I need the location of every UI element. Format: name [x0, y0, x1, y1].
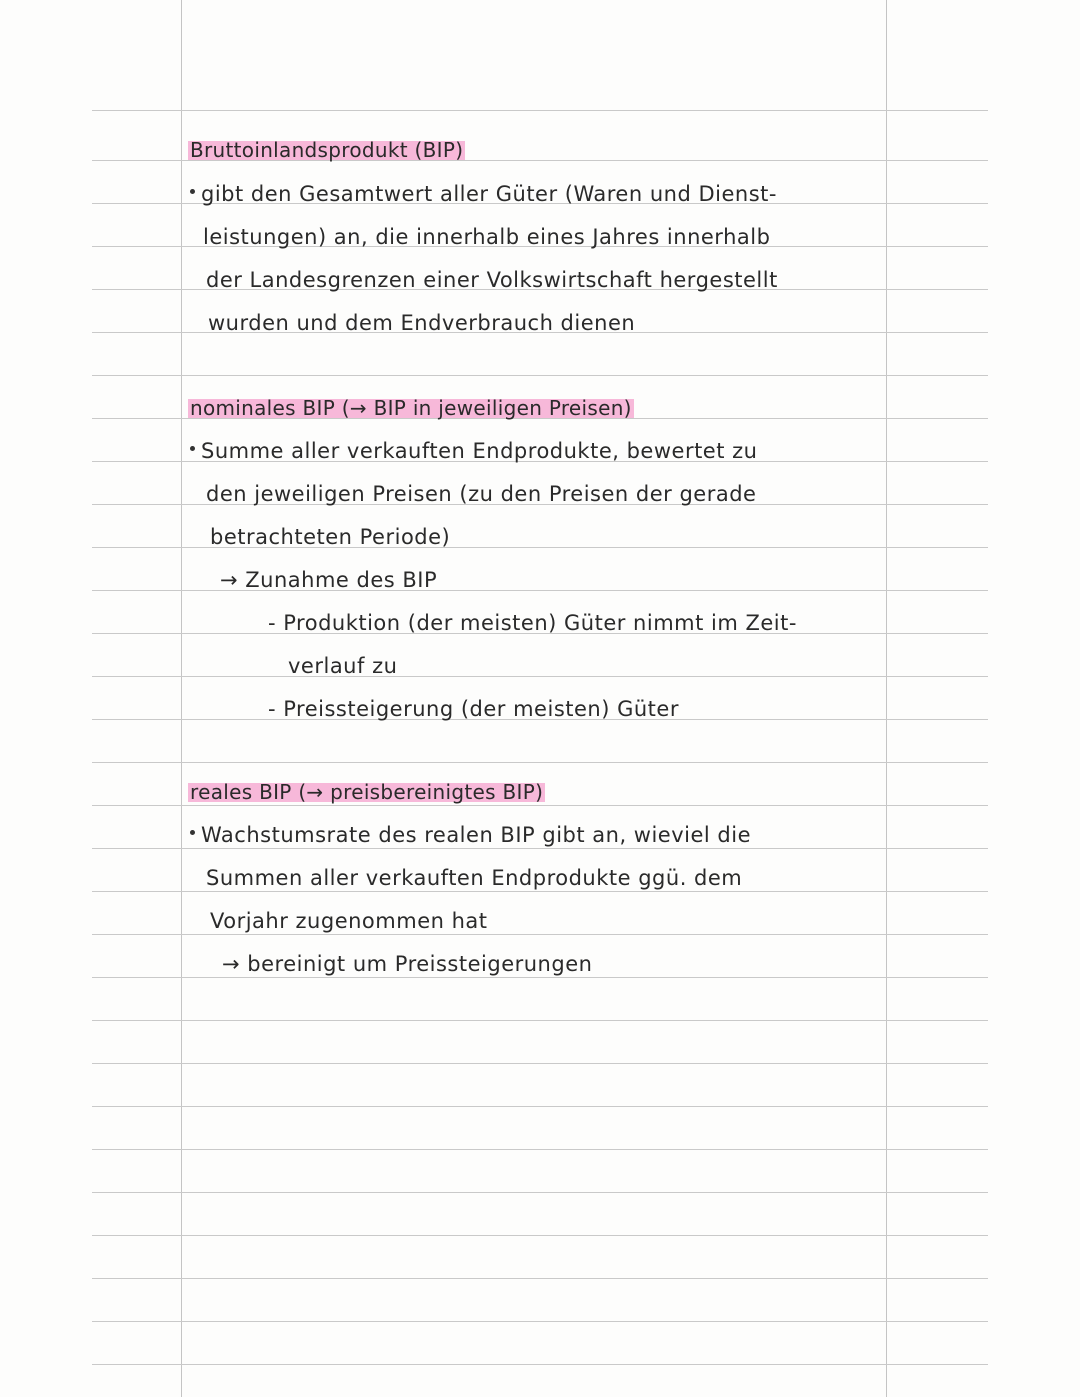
note-line: - Preissteigerung (der meisten) Güter — [268, 697, 679, 721]
note-line: Vorjahr zugenommen hat — [210, 909, 488, 933]
note-text: Wachstumsrate des realen BIP gibt an, wieviel die — [201, 823, 752, 847]
note-line: → Zunahme des BIP — [220, 568, 438, 592]
rule — [92, 375, 988, 376]
rule — [92, 1235, 988, 1236]
note-line: Summen aller verkauften Endprodukte ggü. dem — [206, 866, 743, 890]
rule — [92, 1192, 988, 1193]
note-text: Summe aller verkauften Endprodukte, bewertet zu — [201, 439, 758, 463]
rule — [92, 762, 988, 763]
note-line: leistungen) an, die innerhalb eines Jahres innerhalb — [203, 225, 771, 249]
bullet-dot — [190, 830, 195, 835]
note-line — [190, 437, 757, 465]
rule — [92, 1278, 988, 1279]
heading-highlight: nominales BIP (→ BIP in jeweiligen Preisen) — [190, 396, 632, 420]
rule — [92, 110, 988, 111]
section-heading — [188, 778, 545, 806]
rule — [92, 1149, 988, 1150]
note-line: betrachteten Periode) — [210, 525, 451, 549]
note-line: verlauf zu — [288, 654, 398, 678]
section-heading — [188, 394, 634, 422]
rule — [92, 1020, 988, 1021]
rule — [92, 676, 988, 677]
rule — [92, 1321, 988, 1322]
bullet-dot — [190, 446, 195, 451]
bullet-dot — [190, 189, 195, 194]
note-line — [190, 821, 751, 849]
note-line — [190, 180, 777, 208]
heading-highlight: Bruttoinlandsprodukt (BIP) — [190, 138, 464, 162]
heading-highlight: reales BIP (→ preisbereinigtes BIP) — [190, 780, 544, 804]
note-line: wurden und dem Endverbrauch dienen — [208, 311, 636, 335]
rule — [92, 1106, 988, 1107]
note-text: gibt den Gesamtwert aller Güter (Waren und Dienst- — [201, 182, 777, 206]
note-line: - Produktion (der meisten) Güter nimmt im Zeit- — [268, 611, 797, 635]
rule — [92, 1063, 988, 1064]
note-line: den jeweiligen Preisen (zu den Preisen der gerade — [206, 482, 757, 506]
margin-line-right — [886, 0, 887, 1397]
note-line: der Landesgrenzen einer Volkswirtschaft hergestellt — [206, 268, 778, 292]
section-heading — [188, 136, 465, 164]
rule — [92, 1364, 988, 1365]
note-line: → bereinigt um Preissteigerungen — [222, 952, 593, 976]
margin-line-left — [181, 0, 182, 1397]
